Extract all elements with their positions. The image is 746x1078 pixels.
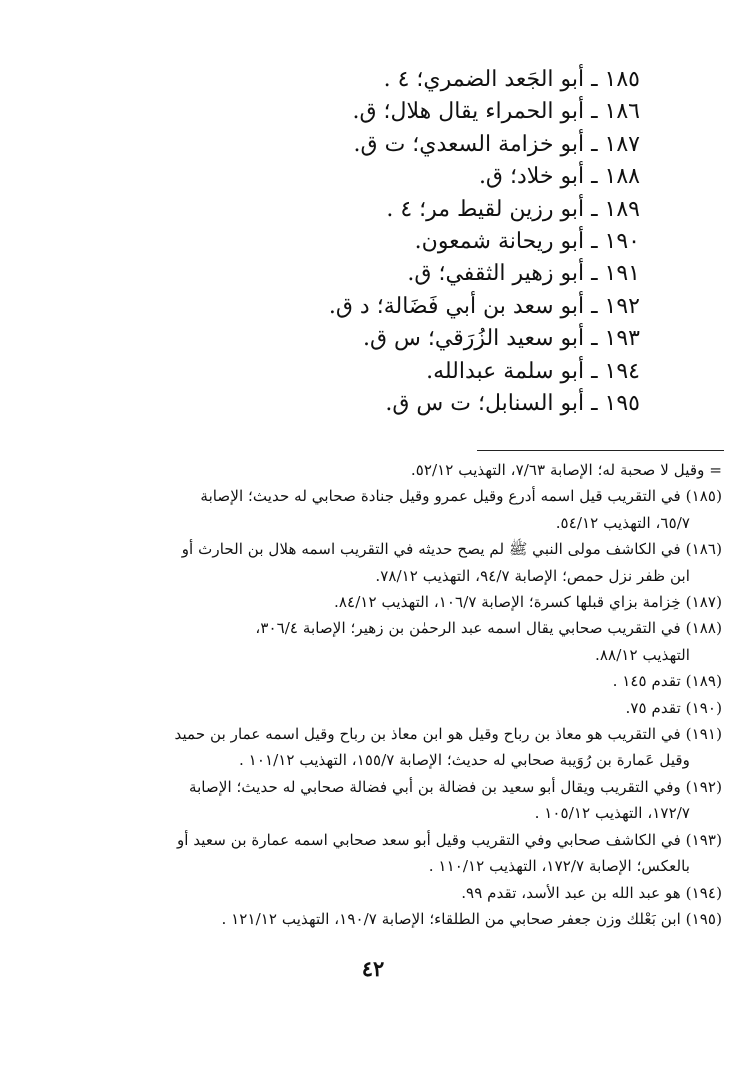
narrator-entry: ١٩٥ ـ أبو السنابل؛ ت س ق. [385,390,640,416]
footnote-line: (١٨٦) في الكاشف مولى النبي ﷺ لم يصح حديثه في التقريب اسمه هلال بن الحارث أو [181,540,722,559]
footnote-divider [477,450,724,451]
footnote-line: (١٩٤) هو عبد الله بن عبد الأسد، تقدم ٩٩. [461,883,722,902]
narrator-entry: ١٩٤ ـ أبو سلمة عبدالله. [426,358,640,384]
narrator-entry: ١٩٠ ـ أبو ريحانة شمعون. [414,228,640,254]
footnote-line: (١٩٥) ابن بَعْلك وزن جعفر صحابي من الطلقاء؛ الإصابة ١٩٠/٧، التهذيب ١٢١/١٢ . [221,909,722,928]
narrator-entry: ١٩٣ ـ أبو سعيد الزُرَقي؛ س ق. [362,326,640,352]
narrator-entry: ١٨٦ ـ أبو الحمراء يقال هلال؛ ق. [352,99,640,125]
narrator-entry: ١٨٥ ـ أبو الجَعد الضمري؛ ٤ . [383,67,640,92]
footnote-continuation: وقيل عَمارة بن رُوَيبة صحابي له حديث؛ الإصابة ١٥٥/٧، التهذيب ١٠١/١٢ . [239,751,690,770]
footnote-continuation: ٦٥/٧، التهذيب ٥٤/١٢. [555,513,690,532]
footnote-line: (١٨٧) خِزامة بزاي قبلها كسرة؛ الإصابة ١٠٦/٧، التهذيب ٨٤/١٢. [334,593,722,612]
footnote-continuation: ١٧٢/٧، التهذيب ١٠٥/١٢ . [534,804,690,823]
narrator-entry: ١٩١ ـ أبو زهير الثقفي؛ ق. [407,261,640,287]
footnote-line: (١٨٩) تقدم ١٤٥ . [612,672,722,691]
footnote-continuation: بالعكس؛ الإصابة ١٧٢/٧، التهذيب ١١٠/١٢ . [428,857,690,876]
narrator-list [220,64,640,420]
footnote-continuation: التهذيب ٨٨/١٢. [595,645,690,664]
footnote-line: (١٨٨) في التقريب صحابي يقال اسمه عبد الرحمٰن بن زهير؛ الإصابة ٣٠٦/٤، [255,619,722,638]
footnotes [18,457,722,932]
footnote-line: (١٩٢) وفي التقريب ويقال أبو سعيد بن فضالة بن أبي فضالة صحابي له حديث؛ الإصابة [188,777,722,796]
footnote-line: (١٩٠) تقدم ٧٥. [625,698,722,717]
footnote-line: = وقيل لا صحبة له؛ الإصابة ٧/٦٣، التهذيب ٥٢/١٢. [410,461,722,479]
narrator-entry: ١٨٨ ـ أبو خلاد؛ ق. [478,164,640,190]
footnote-line: (١٨٥) في التقريب قيل اسمه أدرع وقيل عمرو وقيل جنادة صحابي له حديث؛ الإصابة [200,487,722,506]
narrator-entry: ١٨٧ ـ أبو خزامة السعدي؛ ت ق. [353,131,640,157]
narrator-entry: ١٩٢ ـ أبو سعد بن أبي فَضَالة؛ د ق. [328,293,640,319]
footnote-line: (١٩٣) في الكاشف صحابي وفي التقريب وقيل أبو سعد صحابي اسمه عمارة بن سعيد أو [176,830,722,849]
footnote-continuation: ابن ظفر نزل حمص؛ الإصابة ٩٤/٧، التهذيب ٧٨/١٢. [375,566,690,585]
page-number: ٤٢ [361,956,385,981]
narrator-entry: ١٨٩ ـ أبو رزين لقيط مر؛ ٤ . [386,196,640,222]
footnote-line: (١٩١) في التقريب هو معاذ بن رباح وقيل هو ابن معاذ بن رباح وقيل اسمه عمار بن حميد [174,725,722,744]
